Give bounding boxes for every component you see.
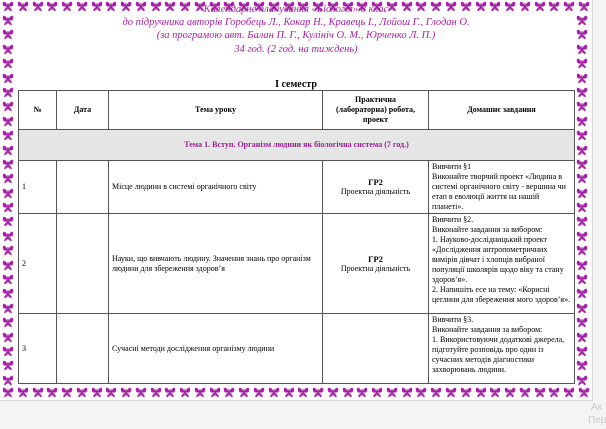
butterfly-icon <box>430 386 442 400</box>
butterfly-icon <box>135 386 147 400</box>
topic-title: Тема 1. Вступ. Організм людини як біологічна система (7 год.) <box>19 130 575 161</box>
butterfly-icon <box>2 172 16 184</box>
butterfly-icon <box>576 115 590 127</box>
butterfly-icon <box>576 158 590 170</box>
butterfly-icon <box>194 386 206 400</box>
page-border-bottom <box>0 386 592 400</box>
heading-hours: 34 год. (2 год. на тиждень) <box>234 43 358 55</box>
page-border-left <box>2 14 16 386</box>
butterfly-icon <box>576 230 590 242</box>
watermark-line2: Пер <box>588 415 606 426</box>
butterfly-icon <box>576 244 590 256</box>
butterfly-icon <box>576 43 590 55</box>
butterfly-icon <box>120 386 132 400</box>
butterfly-icon <box>460 386 472 400</box>
butterfly-icon <box>576 287 590 299</box>
butterfly-icon <box>576 72 590 84</box>
butterfly-icon <box>2 129 16 141</box>
butterfly-icon <box>576 187 590 199</box>
lesson-number: 2 <box>19 214 57 314</box>
butterfly-icon <box>576 273 590 285</box>
butterfly-icon <box>371 386 383 400</box>
butterfly-icon <box>576 144 590 156</box>
document-heading <box>20 3 572 56</box>
butterfly-icon <box>2 302 16 314</box>
butterfly-icon <box>297 386 309 400</box>
homework-line: Виконайте творчий проект «Людина в системі органічного світу - вершина чи етап в еволюції життя на нашій планеті». <box>432 172 566 211</box>
header-practical-line3: проект <box>362 115 389 124</box>
watermark-line1: Ак <box>590 402 602 413</box>
butterfly-icon <box>238 386 250 400</box>
butterfly-icon <box>2 374 16 386</box>
butterfly-icon <box>576 14 590 26</box>
header-topic: Тема уроку <box>109 91 323 130</box>
butterfly-icon <box>576 302 590 314</box>
butterfly-icon <box>576 359 590 371</box>
page-border-right <box>576 14 590 386</box>
butterfly-icon <box>2 100 16 112</box>
header-date: Дата <box>57 91 109 130</box>
header-practical-line2: (лабораторна) робота, <box>335 105 416 114</box>
topic-row <box>19 130 575 161</box>
butterfly-icon <box>401 386 413 400</box>
butterfly-icon <box>576 201 590 213</box>
butterfly-icon <box>76 386 88 400</box>
butterfly-icon <box>519 386 531 400</box>
butterfly-icon <box>578 386 590 400</box>
butterfly-icon <box>312 386 324 400</box>
lesson-row <box>19 314 575 384</box>
butterfly-icon <box>576 215 590 227</box>
homework-line: 1. Науково-дослідницький проект «Дослідження антропометричних вимірів дівчат і хлопців вибраної популяції школярів щодо віку та стану здоров’я». <box>432 235 564 284</box>
butterfly-icon <box>2 201 16 213</box>
butterfly-icon <box>576 57 590 69</box>
butterfly-icon <box>2 259 16 271</box>
lesson-number: 3 <box>19 314 57 384</box>
butterfly-icon <box>2 287 16 299</box>
butterfly-icon <box>548 386 560 400</box>
butterfly-icon <box>576 259 590 271</box>
butterfly-icon <box>576 172 590 184</box>
butterfly-icon <box>504 386 516 400</box>
butterfly-icon <box>576 316 590 328</box>
butterfly-icon <box>253 386 265 400</box>
butterfly-icon <box>489 386 501 400</box>
butterfly-icon <box>386 386 398 400</box>
butterfly-icon <box>342 386 354 400</box>
butterfly-icon <box>2 386 14 400</box>
header-practical-line1: Практична <box>355 95 396 104</box>
butterfly-icon <box>2 187 16 199</box>
butterfly-icon <box>61 386 73 400</box>
butterfly-icon <box>2 72 16 84</box>
heading-authors: до підручника авторів Горобець Л., Кокар Н., Кравець І., Лойош Г., Глодан О. <box>122 17 470 29</box>
butterfly-icon <box>445 386 457 400</box>
butterfly-icon <box>2 57 16 69</box>
butterfly-icon <box>563 386 575 400</box>
homework-line: Вивчити §2. <box>432 215 474 224</box>
butterfly-icon <box>2 0 14 14</box>
lesson-homework <box>429 214 575 314</box>
butterfly-icon <box>46 386 58 400</box>
butterfly-icon <box>2 345 16 357</box>
lesson-practical <box>323 161 429 214</box>
butterfly-icon <box>283 386 295 400</box>
homework-line: Виконайте завдання за вибором: <box>432 225 543 234</box>
butterfly-icon <box>2 43 16 55</box>
homework-line: 2. Напишіть есе на тему: «Корисні цеглини для збереження мого здоров’я». <box>432 285 571 304</box>
homework-line: Виконайте завдання за вибором: <box>432 325 543 334</box>
butterfly-icon <box>179 386 191 400</box>
butterfly-icon <box>17 386 29 400</box>
butterfly-icon <box>415 386 427 400</box>
butterfly-icon <box>576 374 590 386</box>
lesson-date <box>57 314 109 384</box>
practical-text: Проектна діяльність <box>340 263 411 273</box>
butterfly-icon <box>164 386 176 400</box>
table-header-row <box>19 91 575 130</box>
butterfly-icon <box>356 386 368 400</box>
butterfly-icon <box>32 386 44 400</box>
butterfly-icon <box>2 86 16 98</box>
homework-line: Вивчити §3. <box>432 315 474 324</box>
lesson-homework <box>429 314 575 384</box>
butterfly-icon <box>534 386 546 400</box>
lesson-row <box>19 161 575 214</box>
lesson-topic: Науки, що вивчають людину. Значення знань про організм людини для збереження здоров’я <box>109 214 323 314</box>
butterfly-icon <box>209 386 221 400</box>
butterfly-icon <box>2 359 16 371</box>
butterfly-icon <box>576 86 590 98</box>
butterfly-icon <box>576 331 590 343</box>
butterfly-icon <box>150 386 162 400</box>
butterfly-icon <box>2 158 16 170</box>
lesson-date <box>57 161 109 214</box>
lesson-homework <box>429 161 575 214</box>
butterfly-icon <box>578 0 590 14</box>
activation-watermark <box>588 401 606 427</box>
practical-text: Проектна діяльність <box>340 187 411 196</box>
butterfly-icon <box>2 331 16 343</box>
header-practical <box>323 91 429 130</box>
butterfly-icon <box>576 345 590 357</box>
butterfly-icon <box>576 28 590 40</box>
practical-code: ГР2 <box>368 253 383 264</box>
header-homework: Домашнє завдання <box>429 91 575 130</box>
butterfly-icon <box>2 115 16 127</box>
homework-line: 1. Використовуючи додаткові джерела, підготуйте розповідь про один із сучасних методів діагностики захворювань людини. <box>432 335 565 374</box>
butterfly-icon <box>327 386 339 400</box>
butterfly-icon <box>576 129 590 141</box>
butterfly-icon <box>268 386 280 400</box>
butterfly-icon <box>2 316 16 328</box>
lesson-topic: Сучасні методи дослідження організму людини <box>109 314 323 384</box>
butterfly-icon <box>2 28 16 40</box>
butterfly-icon <box>2 215 16 227</box>
butterfly-icon <box>475 386 487 400</box>
butterfly-icon <box>2 273 16 285</box>
butterfly-icon <box>105 386 117 400</box>
lesson-topic: Місце людини в системі органічного світу <box>109 161 323 214</box>
header-number: № <box>19 91 57 130</box>
semester-title: І семестр <box>275 79 317 90</box>
practical-code: ГР2 <box>368 177 383 187</box>
butterfly-icon <box>2 244 16 256</box>
butterfly-icon <box>2 230 16 242</box>
butterfly-icon <box>91 386 103 400</box>
lesson-date <box>57 214 109 314</box>
heading-program: (за програмою авт. Балан П. Г., Кулініч О. М., Юрченко Л. П.) <box>156 30 436 42</box>
butterfly-icon <box>223 386 235 400</box>
butterfly-icon <box>576 100 590 112</box>
lesson-row <box>19 214 575 314</box>
homework-line: Вивчити §1 <box>432 162 472 171</box>
heading-title: Календарне планування «Біологія» 8 клас <box>203 4 389 15</box>
butterfly-icon <box>2 144 16 156</box>
lesson-practical <box>323 314 429 384</box>
lesson-number: 1 <box>19 161 57 214</box>
lesson-practical <box>323 214 429 314</box>
butterfly-icon <box>2 14 16 26</box>
planning-table <box>18 90 575 384</box>
